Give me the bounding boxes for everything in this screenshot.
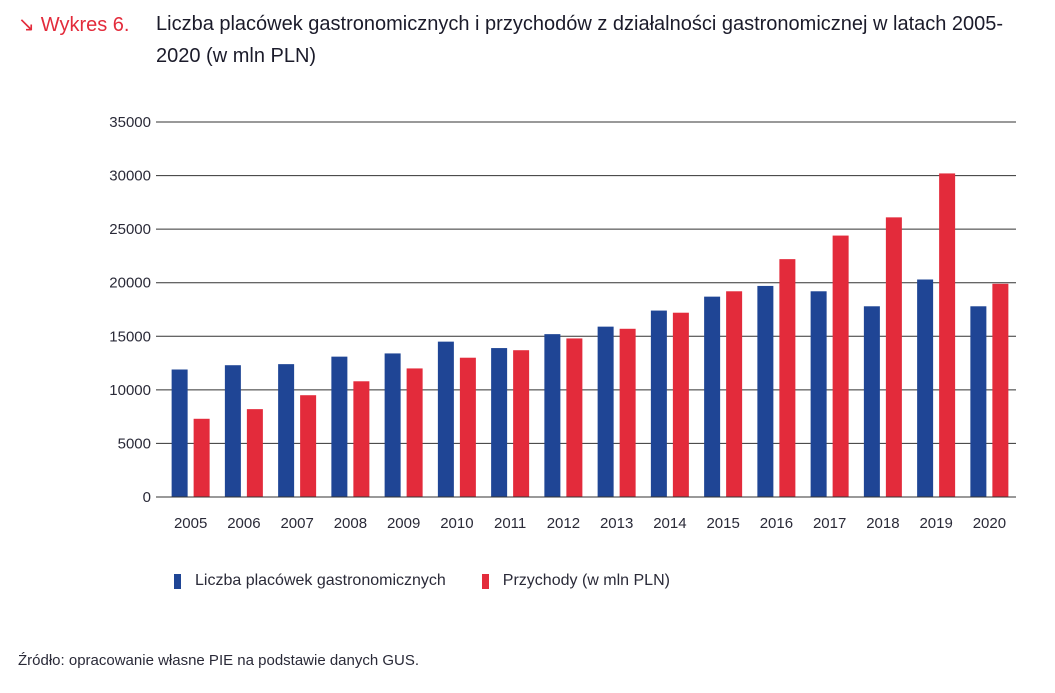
bar-placowki bbox=[438, 342, 454, 497]
bar-przychody bbox=[779, 259, 795, 497]
chart-legend bbox=[174, 572, 670, 590]
bar-przychody bbox=[620, 329, 636, 497]
y-tick-label: 30000 bbox=[109, 167, 151, 185]
x-tick-label: 2016 bbox=[759, 515, 794, 532]
x-tick-label: 2015 bbox=[706, 515, 740, 532]
bar-placowki bbox=[917, 280, 933, 498]
bar-przychody bbox=[726, 291, 742, 497]
x-tick-label: 2008 bbox=[333, 515, 368, 532]
x-tick-label: 2013 bbox=[599, 515, 634, 532]
bar-placowki bbox=[544, 334, 560, 497]
source-note: Źródło: opracowanie własne PIE na podstawie danych GUS. bbox=[18, 652, 420, 669]
bar-przychody bbox=[513, 350, 529, 497]
bar-przychody bbox=[460, 358, 476, 497]
x-tick-label: 2014 bbox=[653, 515, 687, 532]
x-tick-label: 2006 bbox=[227, 515, 261, 532]
bar-przychody bbox=[673, 313, 689, 497]
y-tick-label: 35000 bbox=[109, 114, 151, 131]
legend-item-przychody bbox=[482, 572, 670, 590]
x-tick-label: 2010 bbox=[440, 515, 474, 532]
bar-placowki bbox=[172, 370, 188, 498]
y-tick-label: 0 bbox=[142, 489, 151, 506]
bar-przychody bbox=[886, 217, 902, 497]
bar-przychody bbox=[992, 284, 1008, 497]
y-tick-label: 5000 bbox=[117, 435, 151, 453]
legend-swatch-blue bbox=[174, 574, 181, 589]
bar-placowki bbox=[491, 348, 507, 497]
legend-swatch-red bbox=[482, 574, 489, 589]
bar-placowki bbox=[811, 291, 827, 497]
x-tick-label: 2020 bbox=[972, 515, 1007, 532]
bar-placowki bbox=[970, 306, 986, 497]
x-tick-label: 2019 bbox=[919, 515, 953, 532]
x-tick-label: 2017 bbox=[812, 515, 847, 532]
bar-przychody bbox=[247, 409, 263, 497]
y-tick-label: 15000 bbox=[109, 328, 151, 346]
bar-placowki bbox=[757, 286, 773, 497]
bar-przychody bbox=[300, 395, 316, 497]
x-tick-label: 2018 bbox=[866, 515, 900, 532]
bar-placowki bbox=[598, 327, 614, 497]
figure-number: Wykres 6. bbox=[40, 14, 130, 36]
x-tick-label: 2005 bbox=[173, 515, 208, 532]
y-tick-label: 25000 bbox=[109, 221, 151, 239]
x-tick-label: 2007 bbox=[280, 515, 314, 532]
bar-przychody bbox=[407, 368, 423, 497]
bar-placowki bbox=[651, 311, 667, 497]
x-tick-label: 2009 bbox=[386, 515, 421, 532]
y-tick-label: 20000 bbox=[109, 274, 151, 292]
legend-item-placowki bbox=[174, 572, 446, 590]
bar-placowki bbox=[385, 353, 401, 497]
bar-placowki bbox=[331, 357, 347, 497]
y-tick-label: 10000 bbox=[109, 381, 151, 399]
bar-przychody bbox=[194, 419, 210, 497]
bar-przychody bbox=[353, 381, 369, 497]
bar-placowki bbox=[225, 365, 241, 497]
legend-label-przychody: Przychody (w mln PLN) bbox=[502, 572, 670, 589]
legend-label-placowki: Liczba placówek gastronomicznych bbox=[195, 572, 446, 589]
bar-przychody bbox=[939, 173, 955, 497]
bar-placowki bbox=[864, 306, 880, 497]
bar-przychody bbox=[566, 338, 582, 497]
x-tick-label: 2012 bbox=[546, 515, 581, 532]
chart-title: Liczba placówek gastronomicznych i przychodów z działalności gastronomicznej w latach 2005-2020 (w mln PLN) bbox=[156, 13, 1004, 67]
bar-placowki bbox=[704, 297, 720, 497]
arrow-down-right-icon: ↘ bbox=[18, 14, 35, 36]
bar-placowki bbox=[278, 364, 294, 497]
x-tick-label: 2011 bbox=[493, 515, 527, 532]
bar-przychody bbox=[833, 236, 849, 497]
